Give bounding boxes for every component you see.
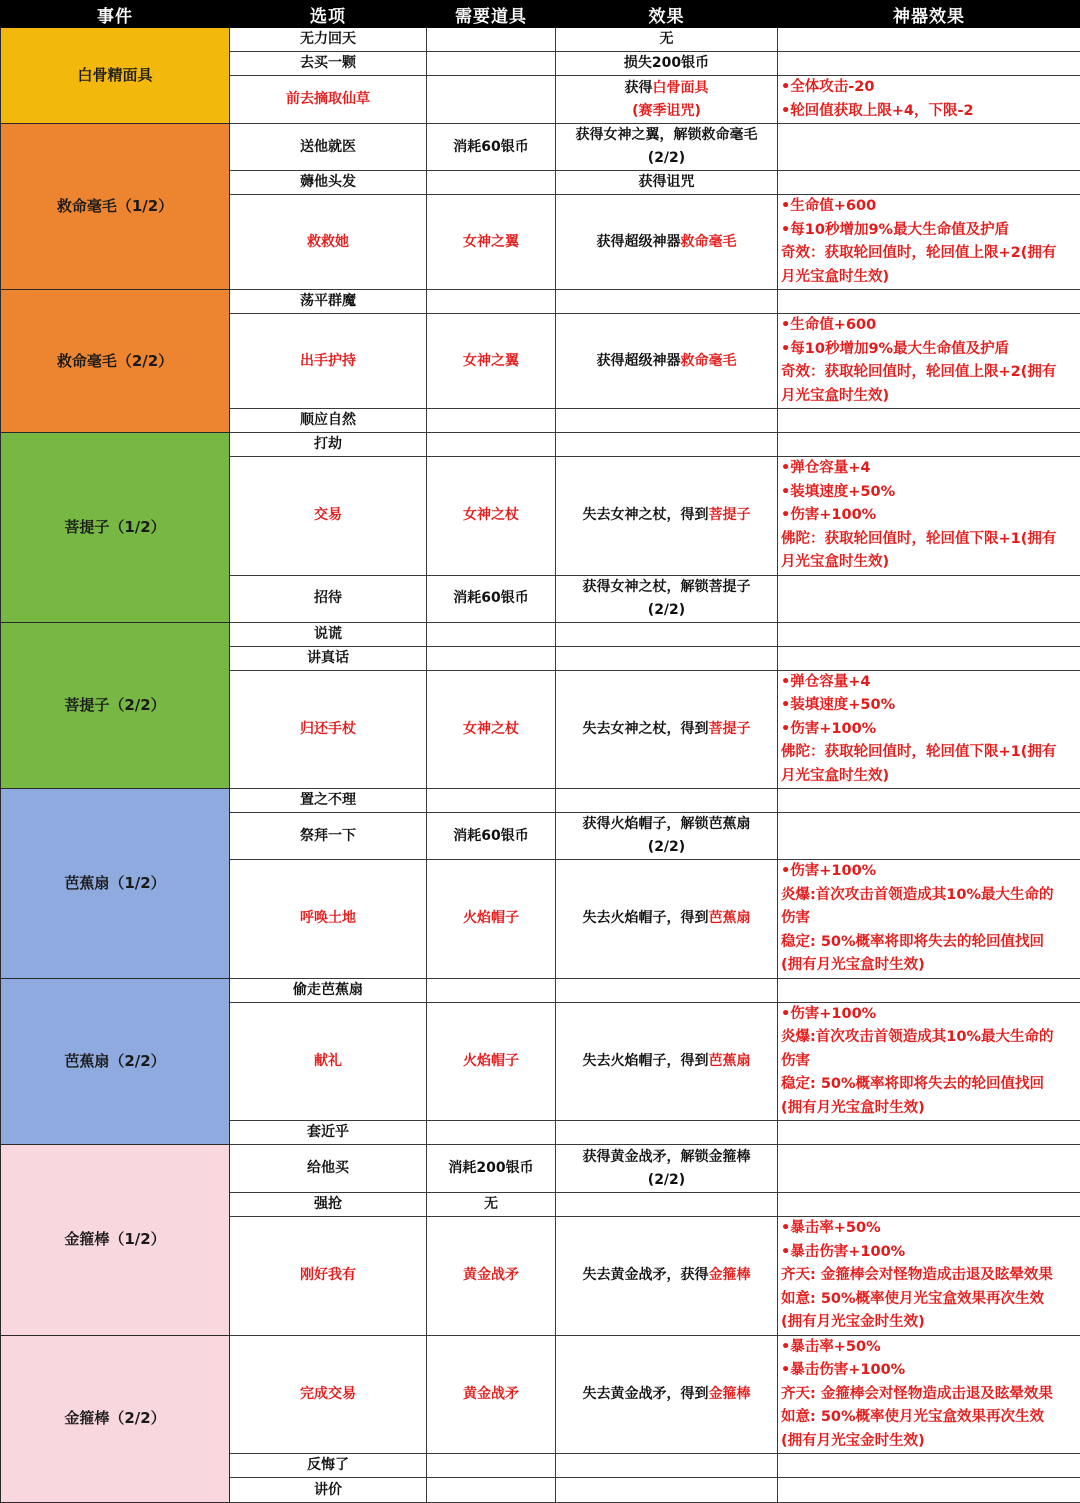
- option-cell: 打劫: [230, 433, 427, 457]
- artifact-effect-line: (拥有月光宝金时生效): [781, 1311, 1078, 1335]
- required-item-cell: 消耗200银币: [427, 1145, 556, 1193]
- effect-line: [558, 231, 775, 254]
- required-item-cell: [427, 433, 556, 457]
- effect-cell: [556, 670, 778, 789]
- artifact-effect-cell: [778, 1335, 1080, 1454]
- table-row: [1, 1145, 1080, 1193]
- event-name-cell: 救命毫毛（1/2）: [1, 124, 230, 290]
- artifact-effect-line: •暴击率+50%: [781, 1336, 1078, 1360]
- artifact-effect-cell: [778, 622, 1080, 646]
- artifact-effect-line: 月光宝盒时生效): [781, 551, 1078, 575]
- artifact-effect-line: •伤害+100%: [781, 718, 1078, 742]
- effect-cell: [556, 409, 778, 433]
- effect-highlight: 芭蕉扇: [709, 910, 751, 926]
- required-item-cell: [427, 76, 556, 124]
- artifact-effect-cell: [778, 195, 1080, 290]
- effect-text: 获得女神之杖，解锁菩提子: [558, 576, 775, 599]
- effect-cell: [556, 575, 778, 622]
- artifact-effect-cell: [778, 433, 1080, 457]
- option-cell: 交易: [230, 457, 427, 576]
- table-row: [1, 622, 1080, 646]
- effect-cell: [556, 1335, 778, 1454]
- table-row: [1, 28, 1080, 52]
- artifact-effect-line: 齐天: 金箍棒会对怪物造成击退及眩晕效果: [781, 1264, 1078, 1288]
- artifact-effect-line: 如意: 50%概率使月光宝盒效果再次生效: [781, 1288, 1078, 1312]
- option-cell: 祭拜一下: [230, 813, 427, 860]
- option-cell: 完成交易: [230, 1335, 427, 1454]
- artifact-effect-line: •暴击率+50%: [781, 1217, 1078, 1241]
- effect-cell: [556, 195, 778, 290]
- effect-cell: [556, 457, 778, 576]
- artifact-effect-line: (拥有月光宝盒时生效): [781, 1097, 1078, 1121]
- artifact-effect-line: •生命值+600: [781, 314, 1078, 338]
- effect-highlight: 菩提子: [709, 507, 751, 523]
- artifact-effect-line: (拥有月光宝盒时生效): [781, 954, 1078, 978]
- required-item-cell: [427, 409, 556, 433]
- effect-cell: [556, 1217, 778, 1336]
- effect-cell: [556, 622, 778, 646]
- effect-highlight: 菩提子: [709, 721, 751, 737]
- required-item-cell: 女神之杖: [427, 457, 556, 576]
- artifact-effect-line: •弹仓容量+4: [781, 671, 1078, 695]
- artifact-effect-line: •暴击伤害+100%: [781, 1359, 1078, 1383]
- artifact-effect-line: 伤害: [781, 907, 1078, 931]
- effect-text: 获得女神之翼，解锁救命毫毛: [558, 124, 775, 147]
- option-cell: 送他就医: [230, 124, 427, 171]
- artifact-effect-line: 奇效：获取轮回值时，轮回值上限+2(拥有: [781, 242, 1078, 266]
- effect-prefix: 失去火焰帽子，得到: [583, 910, 709, 926]
- required-item-cell: 女神之翼: [427, 314, 556, 409]
- option-cell: 去买一颗: [230, 52, 427, 76]
- artifact-effect-cell: [778, 457, 1080, 576]
- header-effect: 效果: [556, 1, 778, 28]
- event-name-cell: 芭蕉扇（1/2）: [1, 789, 230, 979]
- option-cell: 反悔了: [230, 1454, 427, 1478]
- effect-cell: [556, 1145, 778, 1193]
- required-item-cell: [427, 52, 556, 76]
- table-row: [1, 1335, 1080, 1454]
- artifact-effect-cell: [778, 978, 1080, 1002]
- option-cell: 讲真话: [230, 646, 427, 670]
- effect-line: [558, 77, 775, 100]
- effect-cell: [556, 1002, 778, 1121]
- option-cell: 呼唤土地: [230, 860, 427, 979]
- option-cell: 强抢: [230, 1193, 427, 1217]
- effect-highlight: 救命毫毛: [681, 234, 737, 250]
- effect-highlight: 芭蕉扇: [709, 1053, 751, 1069]
- effect-prefix: 获得超级神器: [597, 353, 681, 369]
- table-row: [1, 978, 1080, 1002]
- artifact-effect-cell: [778, 52, 1080, 76]
- option-cell: 招待: [230, 575, 427, 622]
- option-cell: 置之不理: [230, 789, 427, 813]
- option-cell: 献礼: [230, 1002, 427, 1121]
- artifact-effect-cell: [778, 76, 1080, 124]
- effect-text: 获得诅咒: [558, 171, 775, 194]
- option-cell: 刚好我有: [230, 1217, 427, 1336]
- effect-cell: [556, 813, 778, 860]
- artifact-effect-cell: [778, 314, 1080, 409]
- artifact-effect-line: •全体攻击-20: [781, 76, 1078, 100]
- table-body: [1, 28, 1080, 1503]
- artifact-effect-line: 齐天: 金箍棒会对怪物造成击退及眩晕效果: [781, 1383, 1078, 1407]
- effect-cell: [556, 433, 778, 457]
- effect-line: [558, 1383, 775, 1406]
- effect-cell: [556, 1478, 778, 1503]
- required-item-cell: [427, 789, 556, 813]
- artifact-effect-line: 伤害: [781, 1050, 1078, 1074]
- artifact-effect-line: •暴击伤害+100%: [781, 1241, 1078, 1265]
- required-item-cell: [427, 646, 556, 670]
- required-item-cell: [427, 622, 556, 646]
- required-item-cell: [427, 171, 556, 195]
- effect-prefix: 失去女神之杖，得到: [583, 507, 709, 523]
- effect-highlight: 金箍棒: [709, 1386, 751, 1402]
- artifact-effect-cell: [778, 789, 1080, 813]
- effect-prefix: 失去黄金战矛，得到: [583, 1386, 709, 1402]
- event-name-cell: 金箍棒（1/2）: [1, 1145, 230, 1336]
- effect-note: (2/2): [558, 147, 775, 170]
- artifact-effect-cell: [778, 124, 1080, 171]
- option-cell: 救救她: [230, 195, 427, 290]
- required-item-cell: [427, 978, 556, 1002]
- artifact-effect-line: 奇效：获取轮回值时，轮回值上限+2(拥有: [781, 361, 1078, 385]
- required-item-cell: 消耗60银币: [427, 575, 556, 622]
- effect-cell: [556, 1121, 778, 1145]
- artifact-effect-line: 炎爆:首次攻击首领造成其10%最大生命的: [781, 884, 1078, 908]
- option-cell: 说谎: [230, 622, 427, 646]
- required-item-cell: [427, 290, 556, 314]
- option-cell: 套近乎: [230, 1121, 427, 1145]
- effect-cell: [556, 52, 778, 76]
- artifact-effect-cell: [778, 813, 1080, 860]
- artifact-effect-cell: [778, 1454, 1080, 1478]
- artifact-effect-line: (拥有月光宝金时生效): [781, 1430, 1078, 1454]
- effect-prefix: 失去火焰帽子，得到: [583, 1053, 709, 1069]
- artifact-effect-line: 佛陀：获取轮回值时，轮回值下限+1(拥有: [781, 741, 1078, 765]
- required-item-cell: 无: [427, 1193, 556, 1217]
- effect-note: (2/2): [558, 836, 775, 859]
- option-cell: 讲价: [230, 1478, 427, 1503]
- header-item: 需要道具: [427, 1, 556, 28]
- header-event: 事件: [1, 1, 230, 28]
- effect-cell: [556, 171, 778, 195]
- effect-note: (赛季诅咒): [558, 100, 775, 123]
- header-option: 选项: [230, 1, 427, 28]
- artifact-effect-line: 炎爆:首次攻击首领造成其10%最大生命的: [781, 1026, 1078, 1050]
- artifact-effect-line: 月光宝盒时生效): [781, 266, 1078, 290]
- effect-note: (2/2): [558, 599, 775, 622]
- artifact-effect-line: •生命值+600: [781, 195, 1078, 219]
- required-item-cell: [427, 1478, 556, 1503]
- effect-cell: [556, 646, 778, 670]
- option-cell: 薅他头发: [230, 171, 427, 195]
- effect-highlight: 金箍棒: [709, 1267, 751, 1283]
- artifact-effect-cell: [778, 646, 1080, 670]
- effect-text: 获得黄金战矛，解锁金箍棒: [558, 1146, 775, 1169]
- table-row: [1, 433, 1080, 457]
- effect-cell: [556, 789, 778, 813]
- effect-line: [558, 350, 775, 373]
- artifact-effect-cell: [778, 1002, 1080, 1121]
- effect-highlight: 白骨面具: [653, 80, 709, 96]
- artifact-effect-line: •每10秒增加9%最大生命值及护盾: [781, 338, 1078, 362]
- event-name-cell: 金箍棒（2/2）: [1, 1335, 230, 1503]
- effect-cell: [556, 1454, 778, 1478]
- artifact-effect-line: 月光宝盒时生效): [781, 765, 1078, 789]
- artifact-effect-line: 稳定: 50%概率将即将失去的轮回值找回: [781, 1073, 1078, 1097]
- required-item-cell: 黄金战矛: [427, 1335, 556, 1454]
- effect-highlight: 救命毫毛: [681, 353, 737, 369]
- option-cell: 偷走芭蕉扇: [230, 978, 427, 1002]
- artifact-effect-line: •装填速度+50%: [781, 694, 1078, 718]
- effect-line: [558, 1050, 775, 1073]
- required-item-cell: 火焰帽子: [427, 1002, 556, 1121]
- artifact-effect-line: •弹仓容量+4: [781, 457, 1078, 481]
- artifact-effect-cell: [778, 409, 1080, 433]
- effect-cell: [556, 978, 778, 1002]
- effect-text: 无: [558, 28, 775, 51]
- effect-text: 损失200银币: [558, 52, 775, 75]
- effect-prefix: 获得超级神器: [597, 234, 681, 250]
- effect-cell: [556, 314, 778, 409]
- effect-prefix: 失去女神之杖，得到: [583, 721, 709, 737]
- header-row: [1, 1, 1080, 28]
- effect-cell: [556, 28, 778, 52]
- effect-cell: [556, 290, 778, 314]
- effect-text: 获得火焰帽子，解锁芭蕉扇: [558, 813, 775, 836]
- artifact-effect-line: •装填速度+50%: [781, 481, 1078, 505]
- required-item-cell: 消耗60银币: [427, 124, 556, 171]
- artifact-effect-line: 稳定: 50%概率将即将失去的轮回值找回: [781, 931, 1078, 955]
- artifact-effect-line: 月光宝盒时生效): [781, 385, 1078, 409]
- artifact-effect-cell: [778, 171, 1080, 195]
- option-cell: 顺应自然: [230, 409, 427, 433]
- option-cell: 无力回天: [230, 28, 427, 52]
- artifact-effect-cell: [778, 1478, 1080, 1503]
- artifact-effect-cell: [778, 28, 1080, 52]
- required-item-cell: [427, 1121, 556, 1145]
- required-item-cell: 消耗60银币: [427, 813, 556, 860]
- option-cell: 给他买: [230, 1145, 427, 1193]
- effect-line: [558, 1264, 775, 1287]
- option-cell: 前去摘取仙草: [230, 76, 427, 124]
- required-item-cell: [427, 1454, 556, 1478]
- event-name-cell: 芭蕉扇（2/2）: [1, 978, 230, 1145]
- artifact-effect-line: •伤害+100%: [781, 504, 1078, 528]
- artifact-effect-cell: [778, 290, 1080, 314]
- artifact-effect-line: 佛陀：获取轮回值时，轮回值下限+1(拥有: [781, 528, 1078, 552]
- effect-note: (2/2): [558, 1169, 775, 1192]
- artifact-effect-line: 如意: 50%概率使月光宝盒效果再次生效: [781, 1406, 1078, 1430]
- event-name-cell: 白骨精面具: [1, 28, 230, 124]
- artifact-effect-line: •轮回值获取上限+4，下限-2: [781, 100, 1078, 124]
- effect-line: [558, 907, 775, 930]
- option-cell: 出手护持: [230, 314, 427, 409]
- option-cell: 荡平群魔: [230, 290, 427, 314]
- effect-cell: [556, 76, 778, 124]
- required-item-cell: 女神之翼: [427, 195, 556, 290]
- artifact-effect-cell: [778, 1145, 1080, 1193]
- required-item-cell: 女神之杖: [427, 670, 556, 789]
- artifact-effect-line: •伤害+100%: [781, 1003, 1078, 1027]
- artifact-effect-cell: [778, 1121, 1080, 1145]
- artifact-effect-cell: [778, 1193, 1080, 1217]
- required-item-cell: [427, 28, 556, 52]
- artifact-effect-line: •每10秒增加9%最大生命值及护盾: [781, 219, 1078, 243]
- header-artifact: 神器效果: [778, 1, 1080, 28]
- effect-line: [558, 504, 775, 527]
- artifact-effect-cell: [778, 670, 1080, 789]
- required-item-cell: 黄金战矛: [427, 1217, 556, 1336]
- effect-cell: [556, 124, 778, 171]
- event-name-cell: 救命毫毛（2/2）: [1, 290, 230, 433]
- effect-cell: [556, 860, 778, 979]
- artifact-effect-line: •伤害+100%: [781, 860, 1078, 884]
- required-item-cell: 火焰帽子: [427, 860, 556, 979]
- option-cell: 归还手杖: [230, 670, 427, 789]
- artifact-effect-cell: [778, 860, 1080, 979]
- event-name-cell: 菩提子（2/2）: [1, 622, 230, 789]
- effect-prefix: 获得: [625, 80, 653, 96]
- artifact-effect-cell: [778, 1217, 1080, 1336]
- effect-line: [558, 718, 775, 741]
- table-row: [1, 124, 1080, 171]
- table-row: [1, 290, 1080, 314]
- event-name-cell: 菩提子（1/2）: [1, 433, 230, 623]
- table-row: [1, 789, 1080, 813]
- artifact-effect-cell: [778, 575, 1080, 622]
- effect-cell: [556, 1193, 778, 1217]
- effect-prefix: 失去黄金战矛，获得: [583, 1267, 709, 1283]
